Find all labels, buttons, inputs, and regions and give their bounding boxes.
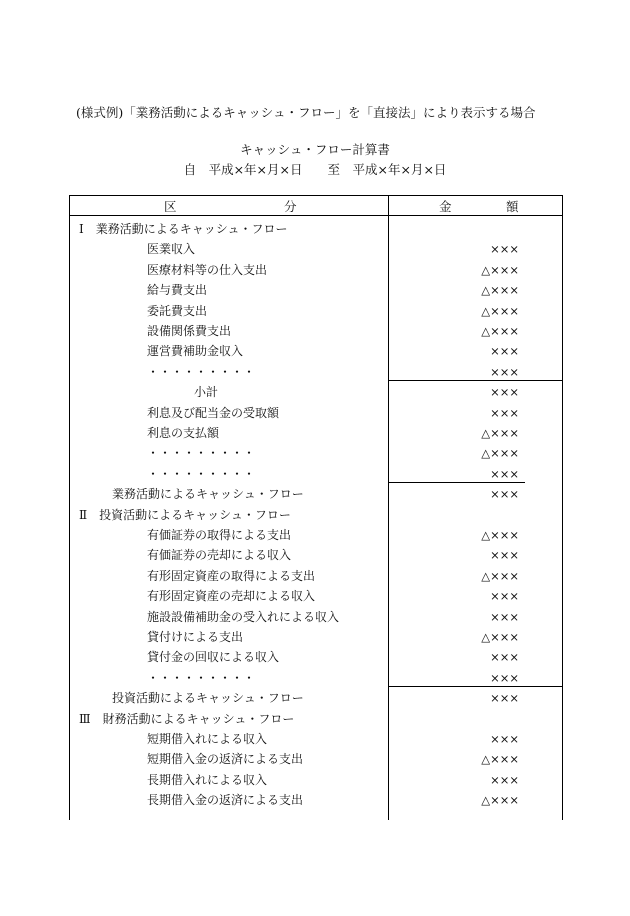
table-row	[69, 403, 563, 423]
table-row	[69, 341, 563, 361]
row-label: 投資活動によるキャッシュ・フロー	[112, 691, 304, 706]
table-row	[69, 790, 563, 810]
row-label: 委託費支出	[147, 303, 208, 318]
row-label: 利息及び配当金の受取額	[147, 405, 280, 420]
table-row	[69, 280, 563, 300]
row-amount: ×××	[490, 609, 519, 624]
row-amount: △×××	[481, 426, 519, 440]
table-row	[69, 321, 563, 341]
table-row	[69, 301, 563, 321]
table-row	[69, 464, 563, 484]
row-label: 長期借入れによる収入	[147, 772, 268, 787]
row-label: ・・・・・・・・・	[147, 364, 256, 379]
row-label: 業務活動によるキャッシュ・フロー	[112, 487, 304, 502]
table-row	[69, 443, 563, 463]
row-label: 有価証券の売却による収入	[147, 548, 292, 563]
header-amount-char-1: 金	[439, 199, 452, 214]
row-label: 短期借入金の返済による支出	[147, 752, 304, 767]
row-amount: ×××	[490, 548, 519, 563]
row-amount: ×××	[490, 650, 519, 665]
header-category-char-2: 分	[284, 199, 297, 214]
table-row	[69, 647, 563, 667]
row-label: 利息の支払額	[147, 426, 220, 440]
row-amount: △×××	[481, 528, 519, 542]
row-amount: ×××	[490, 385, 519, 400]
table-row	[69, 239, 563, 259]
row-label: 有価証券の取得による支出	[147, 528, 292, 542]
row-label: 小計	[194, 385, 219, 400]
table-row	[69, 729, 563, 749]
table-row	[69, 382, 563, 402]
row-label: 施設設備補助金の受入れによる収入	[147, 609, 340, 624]
row-label: 短期借入れによる収入	[147, 732, 268, 746]
row-label: 有形固定資産の売却による収入	[147, 589, 316, 604]
row-label: 医業収入	[147, 242, 196, 257]
row-label: 貸付けによる支出	[147, 630, 244, 644]
row-amount: △×××	[481, 752, 519, 767]
header-amount-char-2: 額	[506, 199, 519, 214]
row-amount: ×××	[490, 344, 519, 359]
row-amount: △×××	[481, 568, 519, 583]
table-row	[69, 627, 563, 647]
row-amount: ×××	[490, 670, 519, 685]
row-label: 長期借入金の返済による支出	[147, 793, 304, 808]
row-amount: △×××	[481, 793, 519, 808]
table-row	[69, 749, 563, 769]
document-title: キャッシュ・フロー計算書	[240, 142, 390, 157]
table-row	[69, 362, 563, 382]
row-amount: △×××	[481, 303, 519, 318]
row-label: 運営費補助金収入	[147, 344, 244, 359]
row-amount: ×××	[490, 405, 519, 420]
table-row	[69, 505, 563, 525]
row-label: Ⅰ 業務活動によるキャッシュ・フロー	[79, 222, 288, 236]
row-amount: △×××	[481, 324, 519, 338]
row-label: Ⅱ 投資活動によるキャッシュ・フロー	[79, 507, 291, 522]
table-row	[69, 525, 563, 545]
row-label: 給与費支出	[147, 283, 208, 298]
row-amount: ×××	[490, 589, 519, 604]
row-amount: △×××	[481, 630, 519, 644]
row-label: Ⅲ 財務活動によるキャッシュ・フロー	[79, 711, 295, 726]
cash-flow-table	[69, 195, 563, 820]
table-row	[69, 586, 563, 606]
form-example-caption: (様式例)「業務活動によるキャッシュ・フロー」を「直接法」により表示する場合	[76, 105, 536, 120]
table-row	[69, 219, 563, 239]
table-row	[69, 668, 563, 688]
reporting-period: 自 平成×年×月×日 至 平成×年×月×日	[183, 162, 447, 177]
row-amount: ×××	[490, 487, 519, 502]
table-row	[69, 566, 563, 586]
row-amount: ×××	[490, 691, 519, 706]
table-row	[69, 260, 563, 280]
table-row	[69, 709, 563, 729]
row-label: ・・・・・・・・・	[147, 446, 256, 461]
row-amount: ×××	[490, 732, 519, 746]
table-row	[69, 484, 563, 504]
row-label: 医療材料等の仕入支出	[147, 262, 268, 277]
table-border-top	[69, 195, 563, 196]
row-amount: △×××	[481, 283, 519, 298]
table-row	[69, 770, 563, 790]
table-row	[69, 423, 563, 443]
row-label: ・・・・・・・・・	[147, 670, 256, 685]
header-divider	[69, 215, 563, 216]
row-label: 設備関係費支出	[147, 324, 232, 338]
row-amount: △×××	[481, 262, 519, 277]
row-amount: ×××	[490, 466, 519, 481]
row-amount: △×××	[481, 446, 519, 461]
table-row	[69, 688, 563, 708]
row-amount: ×××	[490, 364, 519, 379]
table-row	[69, 545, 563, 565]
row-amount: ×××	[490, 772, 519, 787]
row-label: 貸付金の回収による収入	[147, 650, 280, 665]
table-row	[69, 607, 563, 627]
row-label: 有形固定資産の取得による支出	[147, 568, 316, 583]
header-category-char-1: 区	[164, 199, 177, 214]
row-label: ・・・・・・・・・	[147, 466, 256, 481]
row-amount: ×××	[490, 242, 519, 257]
